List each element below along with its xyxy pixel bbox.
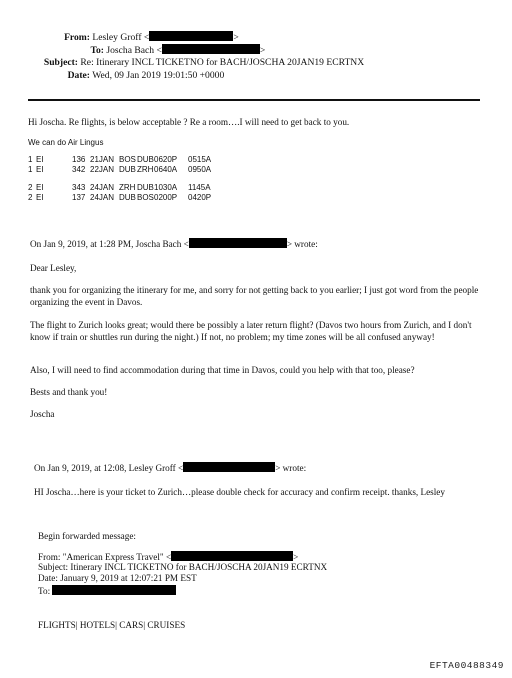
quote1-para2: The flight to Zurich looks great; would there be possibly a later return flight? (Davos two hours from Zurich, and I don't know if train or shuttles run during the night.) If not, no problem; my time zones will be all confused anyway! xyxy=(30,320,472,342)
quote1-para3: Also, I will need to find accommodation during that time in Davos, could you help with that too, please? xyxy=(30,365,415,375)
redaction-bar xyxy=(162,44,260,54)
from-value: Lesley Groff < xyxy=(92,32,150,43)
forward-to xyxy=(38,585,176,597)
flight-carrier: EI xyxy=(36,155,44,164)
to-tail: > xyxy=(259,45,266,56)
header-divider xyxy=(28,99,480,101)
flight-carrier: EI xyxy=(36,183,44,192)
flight-to: DUB xyxy=(137,183,154,192)
quote1-closing: Bests and thank you! xyxy=(30,387,108,397)
flight-to: ZRH xyxy=(137,165,154,174)
redaction-bar xyxy=(183,462,275,472)
quote2-intro-text: On Jan 9, 2019, at 12:08, Lesley Groff < xyxy=(34,463,184,473)
flight-arr: 0420P xyxy=(188,193,212,202)
flight-flight: 343 xyxy=(72,183,86,192)
header-date-row xyxy=(30,70,224,82)
from-tail: > xyxy=(233,32,239,43)
flight-seg: 2 xyxy=(28,193,33,202)
flight-from: BOS xyxy=(119,155,136,164)
redaction-bar xyxy=(189,238,287,248)
flight-arr: 0515A xyxy=(188,155,212,164)
flight-dep: 0200P xyxy=(154,193,178,202)
flight-seg: 1 xyxy=(28,165,33,174)
flight-date: 21JAN xyxy=(90,155,115,164)
flight-dep: 1030A xyxy=(154,183,178,192)
flight-date: 24JAN xyxy=(90,183,115,192)
quote1-signature: Joscha xyxy=(30,409,55,419)
flight-from: DUB xyxy=(119,193,136,202)
forward-from-text: From: "American Express Travel" < xyxy=(38,552,172,562)
flight-carrier: EI xyxy=(36,165,44,174)
from-label: From: xyxy=(64,32,90,43)
header-from-row xyxy=(30,31,239,44)
subject-label: Subject: xyxy=(43,57,78,68)
flight-to: DUB xyxy=(137,155,154,164)
flight-arr: 1145A xyxy=(188,183,211,192)
flight-dep: 0620P xyxy=(154,155,178,164)
header-to-row xyxy=(30,44,265,57)
redaction-bar xyxy=(149,31,233,41)
flight-arr: 0950A xyxy=(188,165,212,174)
flight-carrier: EI xyxy=(36,193,44,202)
flight-to: BOS xyxy=(137,193,154,202)
flight-date: 24JAN xyxy=(90,193,115,202)
quote2-intro-tail: > wrote: xyxy=(275,463,307,473)
quote1-para1: thank you for organizing the itinerary for me, and sorry for not getting back to you earlier; I just got word from the people organizing the event in Davos. xyxy=(30,285,479,307)
document-id: EFTA00488349 xyxy=(429,660,504,671)
flight-from: ZRH xyxy=(119,183,136,192)
forward-heading: Begin forwarded message: xyxy=(38,531,136,541)
subject-value: Re: Itinerary INCL TICKETNO for BACH/JOSCHA 20JAN19 ECRTNX xyxy=(80,57,365,68)
forward-subject: Subject: Itinerary INCL TICKETNO for BACH/JOSCHA 20JAN19 ECRTNX xyxy=(38,562,328,572)
quote1-intro-tail: > wrote: xyxy=(286,239,318,249)
to-label: To: xyxy=(90,45,104,56)
airline-note: We can do Air Lingus xyxy=(28,138,104,147)
flight-seg: 2 xyxy=(28,183,33,192)
quote1-salutation: Dear Lesley, xyxy=(30,263,77,273)
forward-date: Date: January 9, 2019 at 12:07:21 PM EST xyxy=(38,573,197,583)
service-menu: FLIGHTS| HOTELS| CARS| CRUISES xyxy=(38,620,186,630)
quote2-intro xyxy=(34,462,306,474)
forward-from-tail: > xyxy=(293,552,299,562)
to-value: Joscha Bach < xyxy=(106,45,162,56)
quote1-intro-text: On Jan 9, 2019, at 1:28 PM, Joscha Bach < xyxy=(30,239,189,249)
forward-to-text: To: xyxy=(38,586,53,596)
flight-flight: 136 xyxy=(72,155,86,164)
redaction-bar xyxy=(171,551,293,561)
header-subject-row xyxy=(30,57,364,69)
date-value: Wed, 09 Jan 2019 19:01:50 +0000 xyxy=(92,70,225,81)
flight-dep: 0640A xyxy=(154,165,178,174)
flight-flight: 137 xyxy=(72,193,86,202)
flight-seg: 1 xyxy=(28,155,33,164)
date-label: Date: xyxy=(67,70,90,81)
forward-from xyxy=(38,551,298,563)
quote2-body: HI Joscha…here is your ticket to Zurich…please double check for accuracy and confirm receipt. thanks, Lesley xyxy=(34,487,445,497)
quote1-intro xyxy=(30,238,318,250)
redaction-bar xyxy=(52,585,176,595)
reply-greeting: Hi Joscha. Re flights, is below acceptable ? Re a room….I will need to get back to you. xyxy=(28,117,350,127)
flight-date: 22JAN xyxy=(90,165,115,174)
flight-from: DUB xyxy=(119,165,136,174)
flight-flight: 342 xyxy=(72,165,86,174)
